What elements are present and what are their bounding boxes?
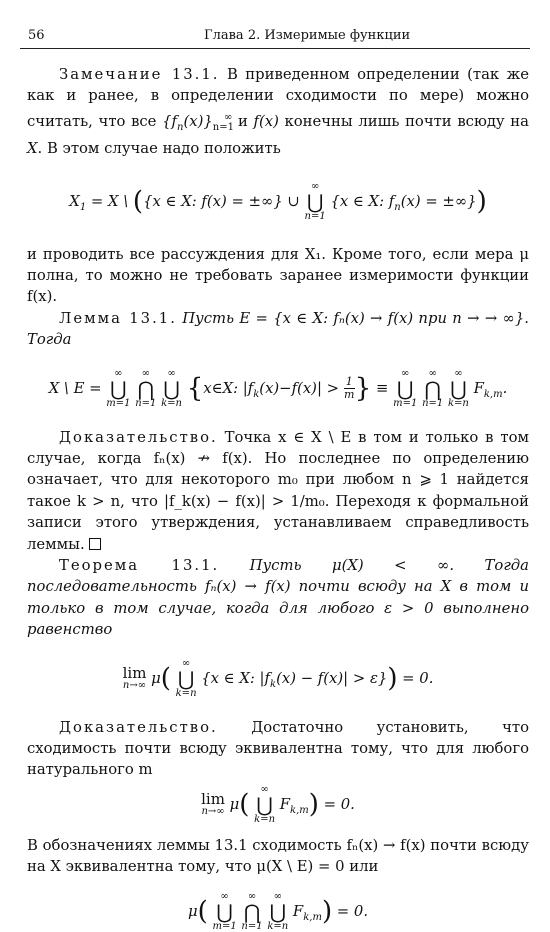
proof2-paragraph: Доказательство. Достаточно установить, что сходимость почти всюду эквивалентна тому, что для любого натурального m <box>27 718 529 779</box>
proof2-title: Доказательство. <box>59 718 218 736</box>
proof1-paragraph: Доказательство. Точка x ∈ X \ E в том и только в том случае, когда fₙ(x) ↛ f(x). Но последнее по определению означает, что для некоторого m₀ при любом n ⩾ 1 найдется такое k > n, что |f_k(x) − f(x)| > 1/m₀. Переходя к формальной записи этого утверждения, устанавливаем справедливость леммы. <box>27 428 529 553</box>
remark-formula: $X_1 = X$ \ ({x ∈ X: f(x) = ±∞} ∪ ∞ ⋃ n=1 {x ∈ X: $f_n(x)$ = ±∞}) <box>69 180 487 222</box>
page-header <box>20 26 530 49</box>
closing-paragraph: В обозначениях леммы 13.1 сходимость fₙ(x) → f(x) почти всюду на X эквивалентна тому, что μ(X \ E) = 0 или <box>27 836 529 876</box>
closing-formula: μ( ∞ ⋃ m=1 ∞ ⋂ n=1 ∞ ⋃ k=n $F_{k,m}) = 0$. <box>187 890 369 932</box>
proof1-title: Доказательство. <box>59 428 218 446</box>
lemma-title: Лемма 13.1. <box>59 309 177 327</box>
remark-paragraph: Замечание 13.1. В приведенном определении (так же как и ранее, в определении сходимости по мере) можно считать, что все $\{f_n(x)\}_{n=1}^\infty$ и f(x) конечны лишь почти всюду на X. В этом случае надо положить <box>27 66 529 158</box>
theorem-formula: lim n→∞ μ( ∞ ⋃ k=n {x ∈ X: $|f_k(x) - f(x)| > \varepsilon\}) = 0$. <box>122 657 434 699</box>
page-number: 56 <box>28 28 45 43</box>
after-remark-text: и проводить все рассуждения для X₁. Кроме того, если мера μ полна, то можно не требовать заранее измеримости функции f(x). <box>27 245 529 306</box>
remark-title: Замечание 13.1. <box>59 66 220 83</box>
proof2-formula: lim n→∞ μ( ∞ ⋃ k=n $F_{k,m}) = 0$. <box>201 783 355 825</box>
qed-icon <box>89 538 101 550</box>
lemma-paragraph: Лемма 13.1. Пусть E = {x ∈ X: fₙ(x) → f(x) при n → → ∞}. Тогда <box>27 309 529 349</box>
theorem-paragraph: Теорема 13.1. Пусть μ(X) < ∞. Тогда последовательность fₙ(x) → f(x) почти всюду на X в том и только в том случае, когда для любого ε > 0 выполнено равенство <box>27 556 529 639</box>
running-head: Глава 2. Измеримые функции <box>204 28 411 43</box>
lemma-formula: X \ E = ∞ ⋃ m=1 ∞ ⋂ n=1 ∞ ⋃ k=n {x∈X: $|f_k(x)-f(x)|$ > $\frac{1}{m}$ } ≡ ∞ ⋃ m=1 ∞ ⋂ n=1 ∞ ⋃ k=n $F_{k,m}$. <box>48 367 508 409</box>
page-body <box>27 64 529 932</box>
theorem-title: Теорема 13.1. <box>59 556 220 574</box>
